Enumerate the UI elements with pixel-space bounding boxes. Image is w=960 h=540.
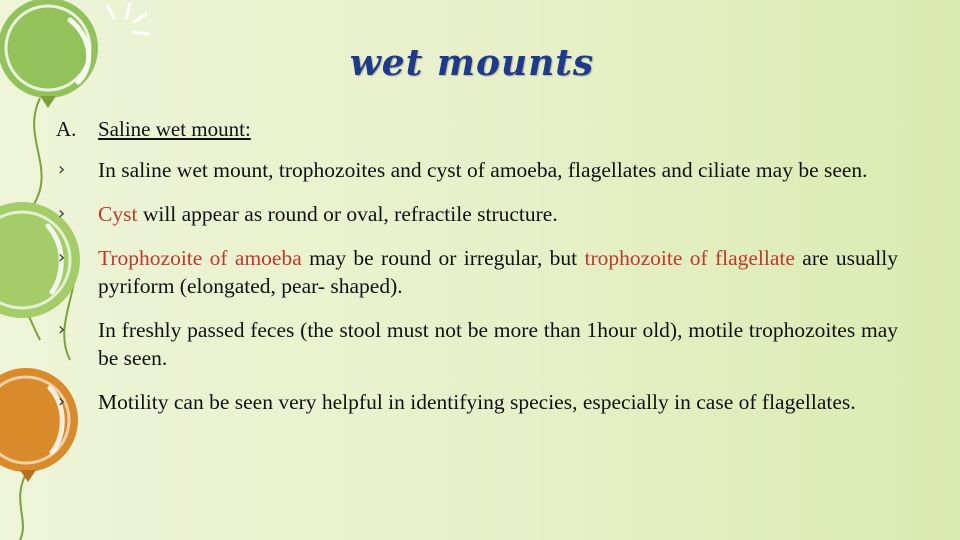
bullet-item — [56, 316, 898, 372]
section-letter: A. — [56, 117, 77, 141]
slide-content — [56, 116, 898, 432]
highlighted-term: trophozoite of flagellate — [584, 246, 795, 270]
highlighted-term: Cyst — [98, 202, 138, 226]
bullet-list — [56, 156, 898, 416]
bullet-text: will appear as round or oval, refractile structure. — [137, 202, 558, 226]
section-label: Saline wet mount: — [98, 117, 251, 141]
bullet-item — [56, 244, 898, 300]
bullet-marker: › — [58, 391, 66, 412]
bullet-text: In saline wet mount, trophozoites and cyst of amoeba, flagellates and ciliate may be seen. — [98, 158, 868, 182]
bullet-marker: › — [58, 203, 66, 224]
bullet-text: are usually pyriform (elongated, pear- shaped). — [98, 246, 898, 298]
slide-title: wet mounts — [349, 42, 595, 84]
bullet-marker: › — [58, 319, 66, 340]
highlighted-term: Trophozoite of amoeba — [98, 246, 302, 270]
bullet-marker: › — [58, 159, 66, 180]
bullet-text: may be round or irregular, but — [301, 246, 585, 270]
section-heading — [56, 116, 898, 142]
bullet-marker: › — [58, 247, 66, 268]
bullet-text: In freshly passed feces (the stool must not be more than 1hour old), motile trophozoites may be seen. — [98, 318, 898, 370]
bullet-item — [56, 200, 898, 228]
bullet-item — [56, 388, 898, 416]
bullet-item — [56, 156, 898, 184]
bullet-text: Motility can be seen very helpful in identifying species, especially in case of flagellates. — [98, 390, 856, 414]
